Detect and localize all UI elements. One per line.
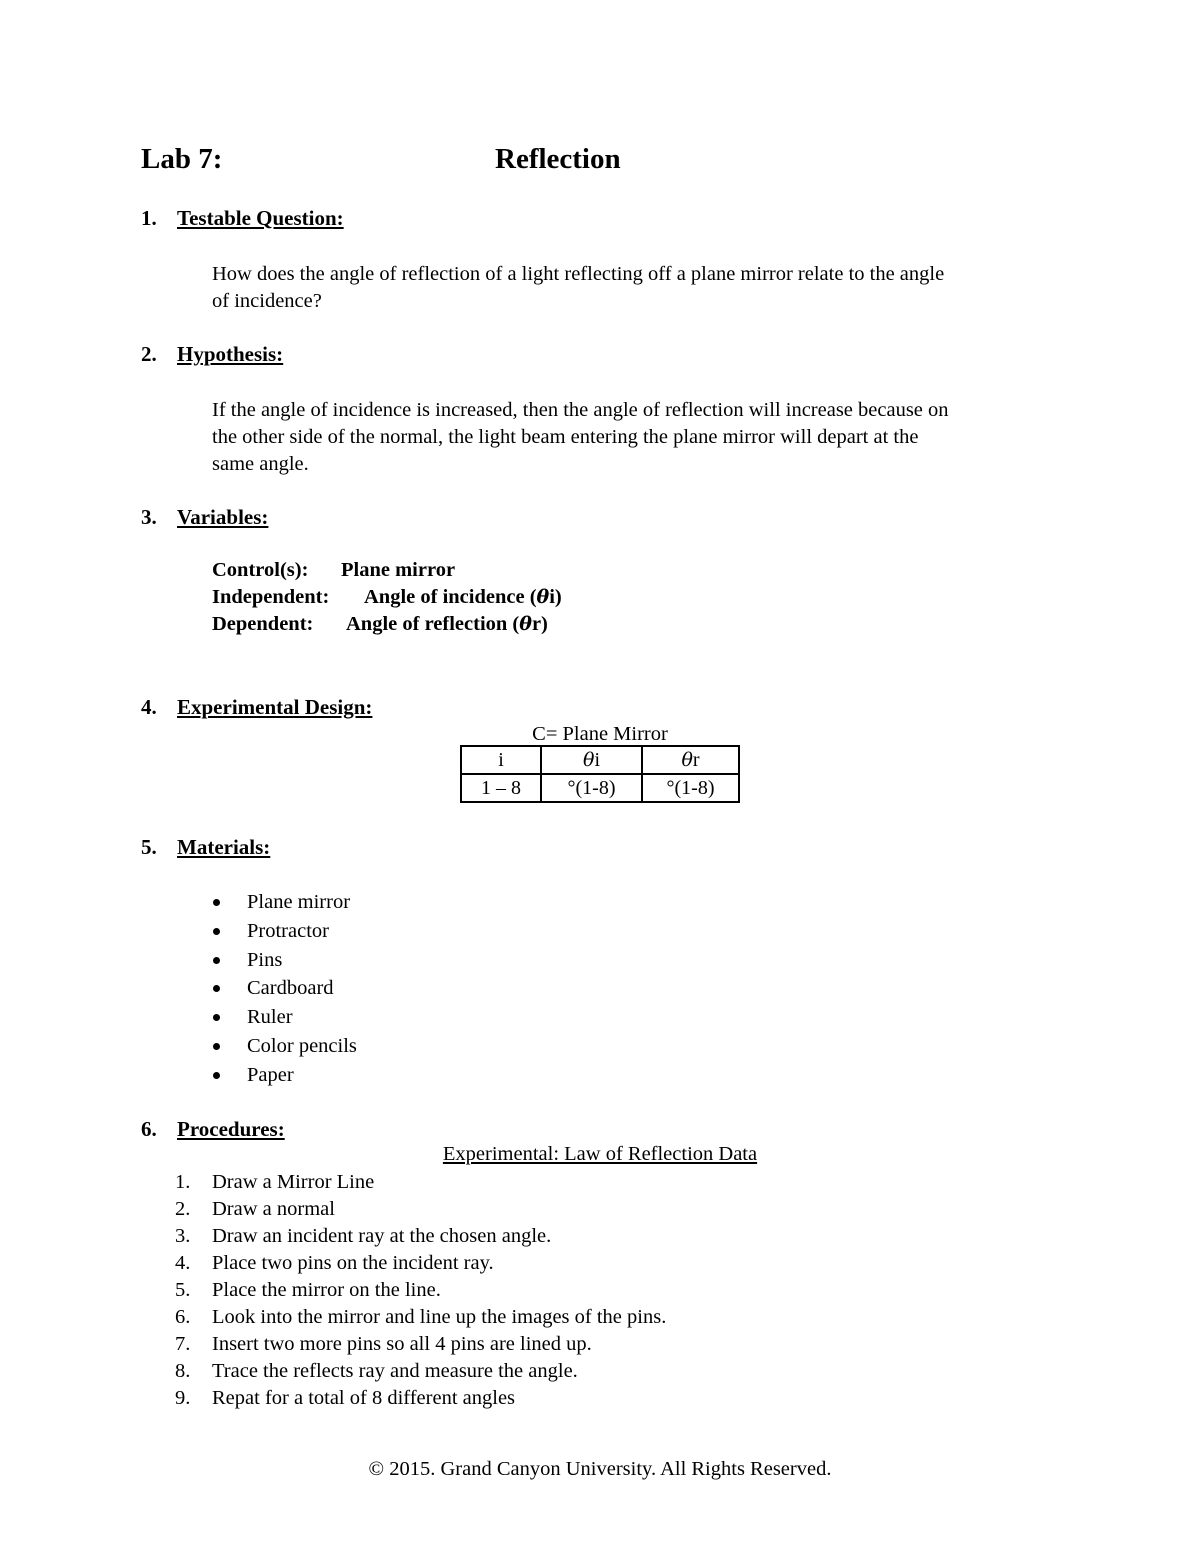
variable-control bbox=[212, 559, 455, 582]
material-label: Paper bbox=[247, 1063, 294, 1086]
material-label: Plane mirror bbox=[247, 891, 351, 913]
list-item bbox=[175, 1223, 666, 1250]
cell-trials: 1 – 8 bbox=[461, 774, 541, 802]
list-item bbox=[212, 888, 357, 917]
step-text: Trace the reflects ray and measure the angle. bbox=[212, 1360, 578, 1382]
step-number: 1. bbox=[175, 1171, 191, 1193]
question-line-1: How does the angle of reflection of a light reflecting off a plane mirror relate to the angle bbox=[212, 263, 945, 285]
copyright-footer: © 2015. Grand Canyon University. All Rights Reserved. bbox=[368, 1458, 832, 1480]
question-line-2: of incidence? bbox=[212, 290, 322, 312]
step-text: Draw a Mirror Line bbox=[212, 1171, 375, 1193]
step-text: Place two pins on the incident ray. bbox=[212, 1252, 494, 1274]
step-number: 2. bbox=[175, 1198, 191, 1220]
list-item bbox=[175, 1385, 666, 1412]
list-item bbox=[175, 1358, 666, 1385]
step-number: 3. bbox=[175, 1225, 191, 1247]
variable-independent bbox=[212, 586, 562, 609]
section-number: 5. bbox=[141, 835, 157, 859]
material-label: Protractor bbox=[247, 919, 329, 942]
header-cell-theta-i bbox=[541, 746, 642, 774]
theta-symbol: θ bbox=[582, 748, 595, 771]
bullet-icon bbox=[213, 1014, 220, 1021]
lab-number: Lab 7: bbox=[141, 143, 223, 175]
step-number: 4. bbox=[175, 1252, 191, 1274]
list-item bbox=[212, 1061, 357, 1090]
hypothesis-line-1: If the angle of incidence is increased, then the angle of reflection will increase because on bbox=[212, 399, 949, 421]
independent-subscript: i) bbox=[549, 586, 562, 608]
list-item bbox=[212, 1003, 357, 1032]
section-number: 6. bbox=[141, 1117, 157, 1141]
theta-symbol: θ bbox=[519, 613, 532, 635]
variable-dependent bbox=[212, 613, 548, 636]
section-heading-hypothesis: Hypothesis: bbox=[177, 342, 284, 366]
step-text: Repat for a total of 8 different angles bbox=[212, 1387, 516, 1409]
section-number: 1. bbox=[141, 206, 157, 230]
step-text: Insert two more pins so all 4 pins are lined up. bbox=[212, 1333, 592, 1355]
list-item bbox=[212, 917, 357, 946]
table-row bbox=[461, 746, 739, 774]
material-label: Ruler bbox=[247, 1006, 293, 1029]
section-number: 2. bbox=[141, 342, 157, 366]
section-number: 3. bbox=[141, 505, 157, 529]
step-text: Look into the mirror and line up the images of the pins. bbox=[212, 1306, 667, 1328]
page-title: Reflection bbox=[495, 143, 621, 175]
section-heading-design: Experimental Design: bbox=[177, 695, 373, 719]
theta-symbol: θ bbox=[536, 586, 550, 608]
step-text: Draw an incident ray at the chosen angle. bbox=[212, 1225, 552, 1247]
list-item bbox=[212, 946, 357, 975]
material-label: Pins bbox=[247, 948, 283, 971]
procedures-subtitle: Experimental: Law of Reflection Data bbox=[442, 1143, 758, 1165]
list-item bbox=[175, 1169, 666, 1196]
step-text: Place the mirror on the line. bbox=[212, 1279, 441, 1301]
section-heading-procedures: Procedures: bbox=[177, 1117, 285, 1141]
bullet-icon bbox=[213, 1072, 220, 1079]
independent-value: Angle of incidence ( bbox=[364, 586, 537, 608]
section-heading-materials: Materials: bbox=[177, 835, 271, 859]
list-item bbox=[175, 1196, 666, 1223]
procedures-list bbox=[175, 1169, 666, 1412]
header-cell-theta-r bbox=[642, 746, 739, 774]
material-label: Color pencils bbox=[247, 1034, 357, 1057]
list-item bbox=[175, 1304, 666, 1331]
dependent-subscript: r) bbox=[531, 613, 548, 635]
section-heading-question: Testable Question: bbox=[177, 206, 344, 230]
bullet-icon bbox=[213, 899, 220, 906]
material-label: Cardboard bbox=[247, 977, 334, 1000]
list-item bbox=[212, 974, 357, 1003]
step-number: 8. bbox=[175, 1360, 191, 1382]
bullet-icon bbox=[213, 928, 220, 935]
step-number: 5. bbox=[175, 1279, 191, 1301]
bullet-icon bbox=[213, 957, 220, 964]
control-value: Plane mirror bbox=[341, 559, 456, 581]
cell-theta-i: °(1-8) bbox=[541, 774, 642, 802]
step-text: Draw a normal bbox=[212, 1198, 335, 1220]
list-item bbox=[212, 1032, 357, 1061]
step-number: 9. bbox=[175, 1387, 191, 1409]
bullet-icon bbox=[213, 1043, 220, 1050]
materials-list bbox=[212, 888, 357, 1090]
section-heading-variables: Variables: bbox=[177, 505, 269, 529]
table-row bbox=[461, 774, 739, 802]
design-caption: C= Plane Mirror bbox=[532, 723, 668, 745]
header-cell-i: i bbox=[461, 746, 541, 774]
cell-theta-r: °(1-8) bbox=[642, 774, 739, 802]
dependent-label: Dependent: bbox=[212, 613, 314, 635]
dependent-value: Angle of reflection ( bbox=[346, 613, 520, 635]
design-table bbox=[460, 745, 740, 803]
bullet-icon bbox=[213, 985, 220, 992]
step-number: 7. bbox=[175, 1333, 191, 1355]
list-item bbox=[175, 1277, 666, 1304]
section-number: 4. bbox=[141, 695, 157, 719]
hypothesis-line-3: same angle. bbox=[212, 453, 309, 475]
theta-symbol: θ bbox=[681, 748, 693, 771]
header-sub-r: r bbox=[692, 748, 700, 771]
step-number: 6. bbox=[175, 1306, 191, 1328]
hypothesis-line-2: the other side of the normal, the light beam entering the plane mirror will depart at the bbox=[212, 426, 919, 448]
list-item bbox=[175, 1331, 666, 1358]
list-item bbox=[175, 1250, 666, 1277]
control-label: Control(s): bbox=[212, 559, 309, 581]
independent-label: Independent: bbox=[212, 586, 330, 608]
header-sub-i: i bbox=[594, 748, 600, 771]
